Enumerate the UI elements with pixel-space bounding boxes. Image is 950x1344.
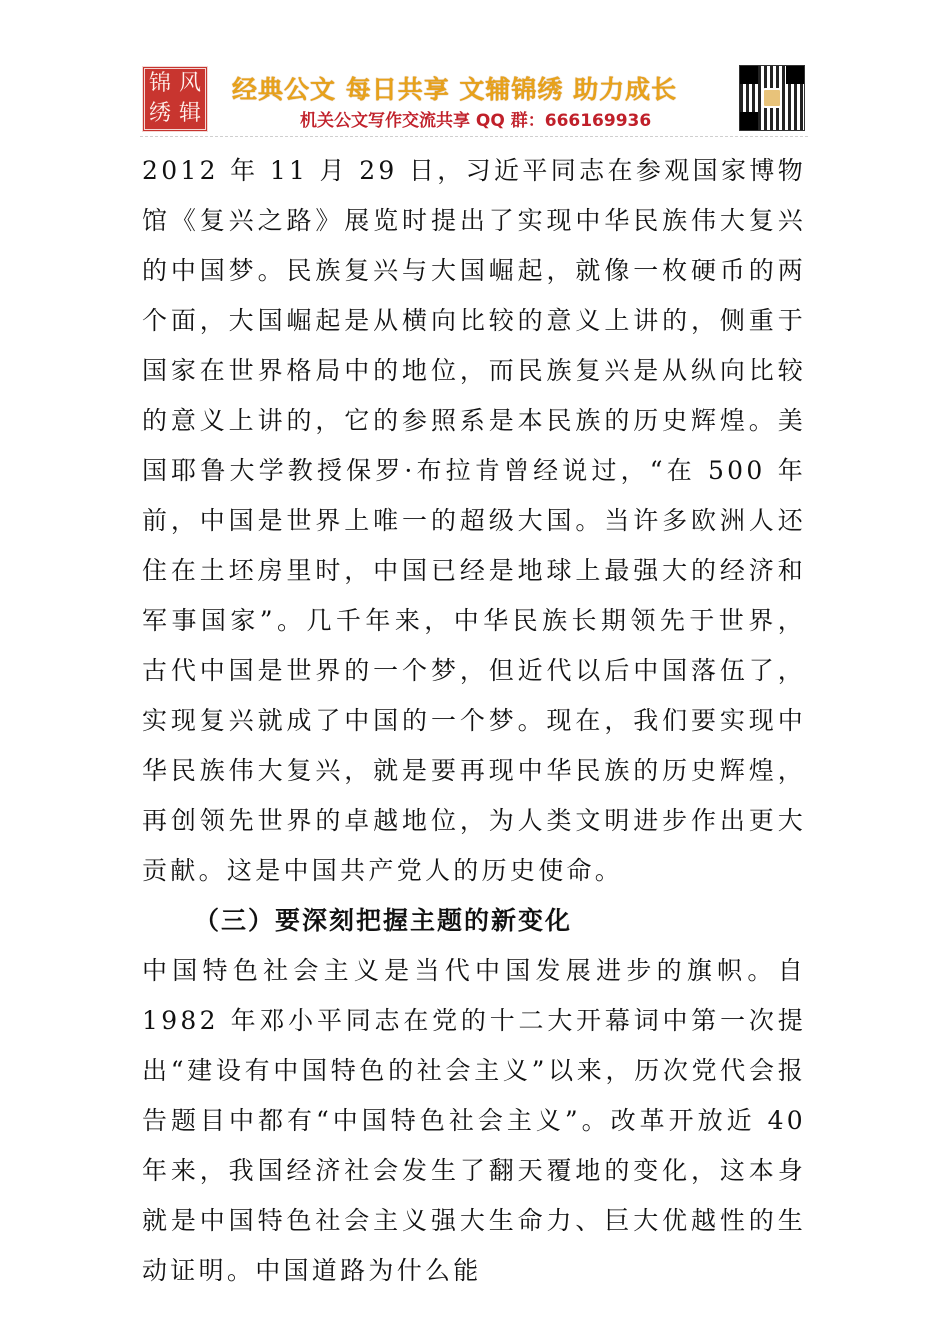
seal-logo-icon (142, 66, 208, 132)
qr-avatar-icon (762, 88, 782, 108)
body-paragraph: 中国特色社会主义是当代中国发展进步的旗帜。自 1982 年邓小平同志在党的十二大开幕词中第一次提出“建设有中国特色的社会主义”以来，历次党代会报告题目中都有“中国特色社会主义”。改革开放近 40 年来，我国经济社会发生了翻天覆地的变化，这本身就是中国特色社会主义强大生命力、巨大优越性的生动证明。中国道路为什么能 (142, 956, 806, 1285)
section-heading: （三）要深刻把握主题的新变化 (194, 906, 573, 935)
document-body (142, 146, 806, 1296)
header-qq-group: 机关公文写作交流共享 QQ 群：666169936 (300, 111, 652, 131)
page-header (0, 0, 950, 140)
header-slogan: 经典公文 每日共享 文辅锦绣 助力成长 (232, 75, 678, 104)
seal-char: 绣 (148, 101, 171, 126)
seal-char: 锦 (148, 71, 171, 96)
body-paragraph: 2012 年 11 月 29 日，习近平同志在参观国家博物馆《复兴之路》展览时提出了实现中华民族伟大复兴的中国梦。民族复兴与大国崛起，就像一枚硬币的两个面，大国崛起是从横向比较的意义上讲的，侧重于国家在世界格局中的地位，而民族复兴是从纵向比较的意义上讲的，它的参照系是本民族的历史辉煌。美国耶鲁大学教授保罗·布拉肯曾经说过，“在 500 年前，中国是世界上唯一的超级大国。当许多欧洲人还住在土坯房里时，中国已经是地球上最强大的经济和军事国家”。几千年来，中华民族长期领先于世界，古代中国是世界的一个梦，但近代以后中国落伍了，实现复兴就成了中国的一个梦。现在，我们要实现中华民族伟大复兴，就是要再现中华民族的历史辉煌，再创领先世界的卓越地位，为人类文明进步作出更大贡献。这是中国共产党人的历史使命。 (142, 156, 806, 885)
header-divider (140, 136, 808, 137)
seal-char: 辑 (178, 101, 201, 126)
seal-char: 风 (178, 71, 201, 96)
